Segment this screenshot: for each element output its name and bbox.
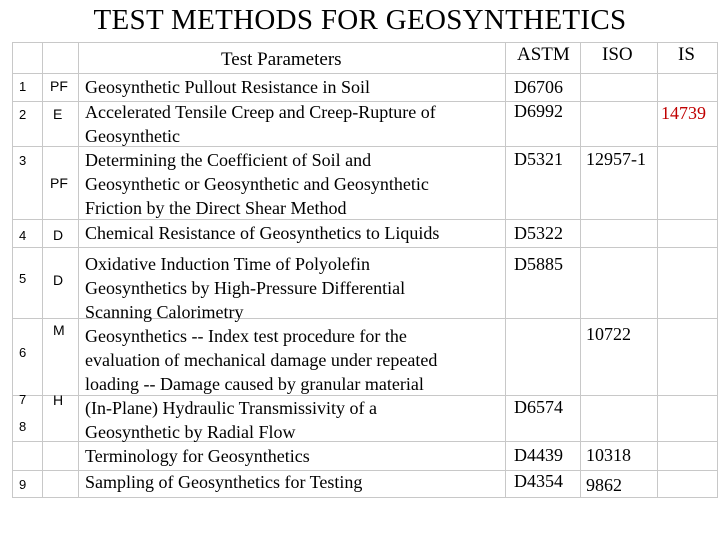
row-number: 4: [19, 228, 27, 243]
header-astm: ASTM: [517, 44, 570, 65]
row-number: 8: [19, 419, 27, 434]
test-parameter: Geosynthetic Pullout Resistance in Soil: [85, 77, 370, 97]
category-code: E: [53, 106, 63, 122]
astm-code: D5322: [514, 223, 563, 243]
category-code: M: [53, 322, 65, 338]
row-number: 6: [19, 345, 27, 360]
test-parameter: Friction by the Direct Shear Method: [85, 198, 347, 218]
astm-code: D6706: [514, 77, 563, 97]
iso-code: 12957-1: [586, 149, 646, 169]
header-is: IS: [678, 44, 695, 65]
test-parameter: Scanning Calorimetry: [85, 302, 244, 322]
astm-code: D4354: [514, 471, 563, 491]
astm-code: D5321: [514, 149, 563, 169]
grid-line: [657, 42, 658, 498]
grid-line: [12, 497, 718, 498]
is-code: 14739: [661, 103, 706, 123]
category-code: PF: [50, 78, 68, 94]
row-number: 2: [19, 107, 27, 122]
grid-line: [12, 73, 718, 74]
category-code: D: [53, 272, 64, 288]
test-parameter: Geosynthetic or Geosynthetic and Geosynthetic: [85, 174, 429, 194]
test-parameter: Geosynthetic by Radial Flow: [85, 422, 296, 442]
test-parameter: Determining the Coefficient of Soil and: [85, 150, 372, 170]
row-number: 9: [19, 477, 27, 492]
category-code: D: [53, 227, 64, 243]
header-iso: ISO: [602, 44, 633, 65]
row-number: 3: [19, 153, 27, 168]
grid-line: [78, 42, 79, 498]
grid-line: [580, 42, 581, 498]
test-parameter: Chemical Resistance of Geosynthetics to Liquids: [85, 223, 440, 243]
test-parameter: evaluation of mechanical damage under repeated: [85, 350, 438, 370]
iso-code: 10318: [586, 445, 631, 465]
grid-line: [12, 247, 718, 248]
category-code: H: [53, 392, 64, 408]
iso-code: 10722: [586, 324, 631, 344]
astm-code: D6992: [514, 101, 563, 121]
test-parameter: Terminology for Geosynthetics: [85, 446, 310, 466]
grid-line: [12, 42, 718, 43]
astm-code: D5885: [514, 254, 563, 274]
row-number: 1: [19, 79, 27, 94]
grid-line: [12, 42, 13, 498]
category-code: PF: [50, 175, 68, 191]
grid-line: [717, 42, 718, 498]
row-number: 7: [19, 392, 27, 407]
header-test-parameters: Test Parameters: [221, 49, 342, 70]
test-parameter: Accelerated Tensile Creep and Creep-Rupture of: [85, 102, 436, 122]
test-parameter: Sampling of Geosynthetics for Testing: [85, 472, 363, 492]
test-parameter: Geosynthetics -- Index test procedure for the: [85, 326, 407, 346]
test-parameter: (In-Plane) Hydraulic Transmissivity of a: [85, 398, 377, 418]
iso-code: 9862: [586, 475, 622, 495]
row-number: 5: [19, 271, 27, 286]
test-parameter: Geosynthetic: [85, 126, 180, 146]
test-parameter: loading -- Damage caused by granular material: [85, 374, 424, 394]
astm-code: D6574: [514, 397, 563, 417]
test-parameter: Geosynthetics by High-Pressure Differential: [85, 278, 406, 298]
astm-code: D4439: [514, 445, 563, 465]
page-title: TEST METHODS FOR GEOSYNTHETICS: [93, 4, 627, 36]
grid-line: [505, 42, 506, 498]
grid-line: [42, 42, 43, 498]
test-parameter: Oxidative Induction Time of Polyolefin: [85, 254, 370, 274]
